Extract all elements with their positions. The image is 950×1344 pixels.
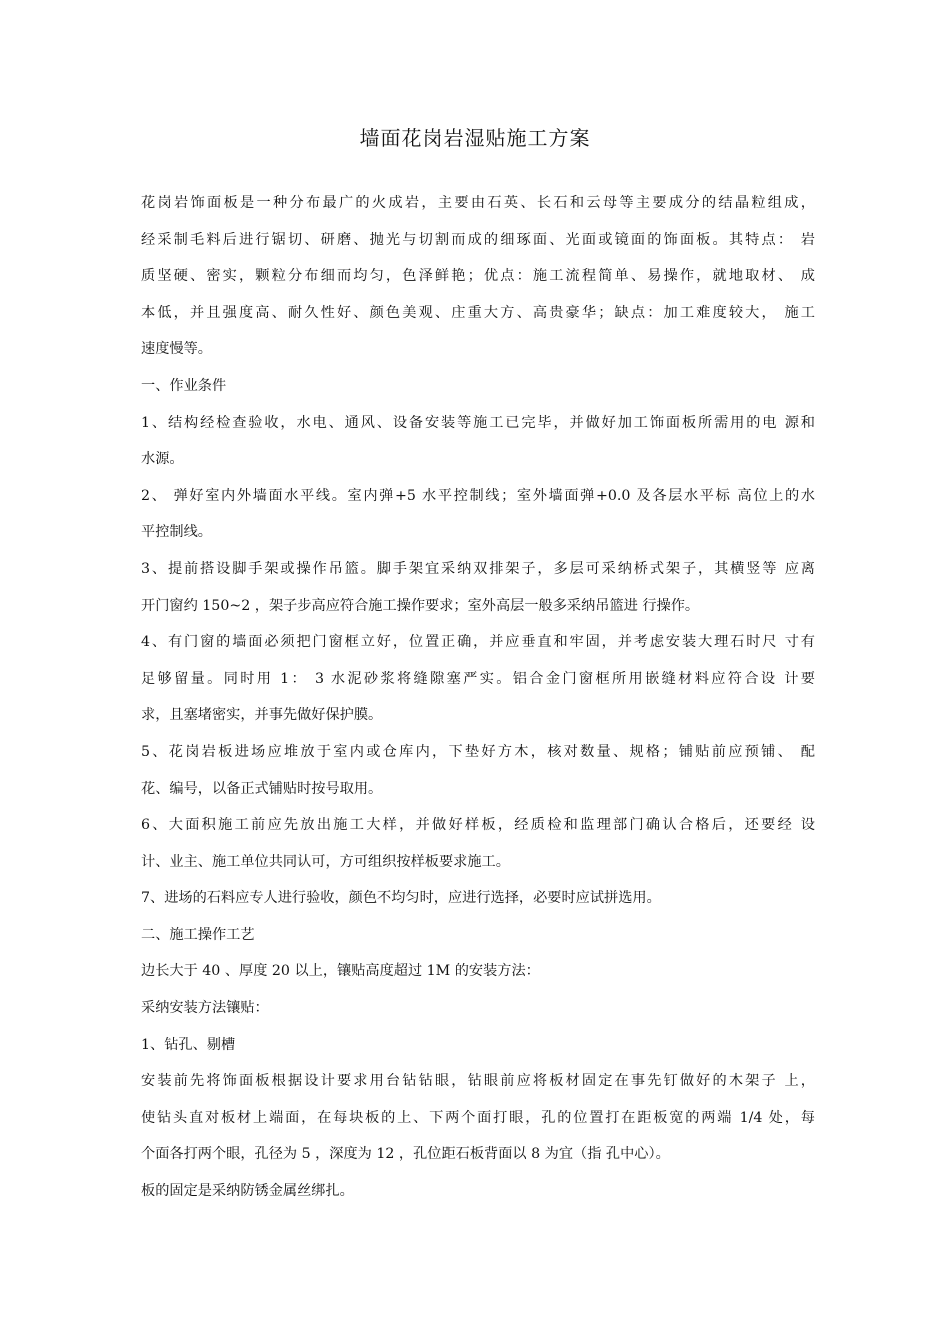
text-line: 开门窗约 150~2 ，架子步高应符合施工操作要求；室外高层一般多采纳吊篮进 行操作。 [141, 597, 700, 614]
text-line: 经采制毛料后进行锯切、研磨、抛光与切割而成的细琢面、光面或镜面的饰面板。其特点： 岩 [141, 231, 815, 248]
text-line: 3、提前搭设脚手架或操作吊篮。脚手架宜采纳双排架子，多层可采纳桥式架子，其横竖等 应离 [141, 560, 815, 577]
text-line: 安装前先将饰面板根据设计要求用台钻钻眼，钻眼前应将板材固定在事先钉做好的木架子 上， [141, 1073, 815, 1090]
document-body [141, 185, 815, 1210]
text-line: 一、作业条件 [141, 377, 227, 394]
text-line: 个面各打两个眼，孔径为 5 ，深度为 12 ，孔位距石板背面以 8 为宜（指 孔中心）。 [141, 1146, 670, 1163]
text-line: 板的固定是采纳防锈金属丝绑扎。 [141, 1183, 354, 1200]
text-line: 6、大面积施工前应先放出施工大样，并做好样板，经质检和监理部门确认合格后，还要经 设 [141, 817, 815, 834]
text-line: 花、编号，以备正式铺贴时按号取用。 [141, 780, 383, 797]
text-line: 使钻头直对板材上端面，在每块板的上、下两个面打眼，孔的位置打在距板宽的两端 1/4 处，每 [141, 1109, 815, 1126]
text-line: 1、钻孔、剔槽 [141, 1036, 236, 1053]
text-line: 本低，并且强度高、耐久性好、颜色美观、庄重大方、高贵豪华；缺点：加工难度较大， 施工 [141, 304, 815, 321]
text-line: 5、花岗岩板进场应堆放于室内或仓库内，下垫好方木，核对数量、规格；铺贴前应预铺、 配 [141, 743, 815, 760]
text-line: 质坚硬、密实，颗粒分布细而均匀，色泽鲜艳；优点：施工流程简单、易操作，就地取材、 成 [141, 268, 815, 285]
text-line: 速度慢等。 [141, 341, 212, 358]
text-line: 二、施工操作工艺 [141, 926, 255, 943]
text-line: 水源。 [141, 451, 184, 468]
text-line: 2、 弹好室内外墙面水平线。室内弹+5 水平控制线；室外墙面弹+0.0 及各层水平标 高位上的水 [141, 487, 815, 504]
text-line: 花岗岩饰面板是一种分布最广的火成岩，主要由石英、长石和云母等主要成分的结晶粒组成， [141, 195, 815, 211]
text-line: 平控制线。 [141, 524, 212, 541]
text-line: 边长大于 40 、厚度 20 以上，镶贴高度超过 1M 的安装方法： [141, 963, 540, 980]
text-line: 7、进场的石料应专人进行验收，颜色不均匀时，应进行选择，必要时应试拼选用。 [141, 890, 661, 907]
text-line: 采纳安装方法镶贴： [141, 1000, 269, 1017]
text-line: 4、有门窗的墙面必须把门窗框立好，位置正确，并应垂直和牢固，并考虑安装大理石时尺 寸有 [141, 634, 815, 651]
text-line: 求，且塞堵密实，并事先做好保护膜。 [141, 707, 383, 724]
text-line: 1、结构经检查验收，水电、通风、设备安装等施工已完毕，并做好加工饰面板所需用的电 源和 [141, 414, 815, 431]
text-line: 足够留量。同时用 1： 3 水泥砂浆将缝隙塞严实。铝合金门窗框所用嵌缝材料应符合设 计要 [141, 670, 815, 687]
document-title: 墙面花岗岩湿贴施工方案 [359, 126, 591, 150]
text-line: 计、业主、施工单位共同认可，方可组织按样板要求施工。 [141, 853, 510, 870]
